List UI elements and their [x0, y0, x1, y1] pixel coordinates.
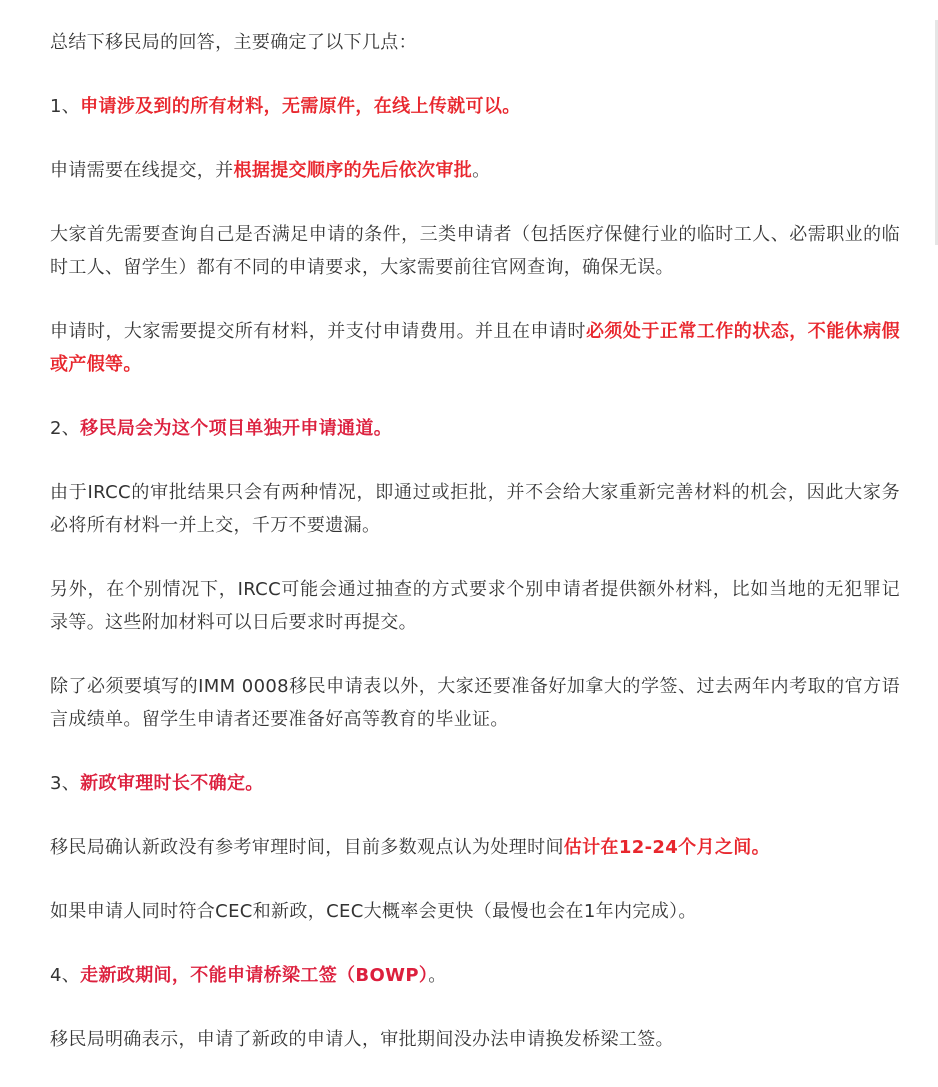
highlight-text: 根据提交顺序的先后依次审批: [233, 160, 473, 181]
point-2-paragraph-2: [50, 573, 900, 639]
point-1-paragraph-3: [50, 315, 900, 381]
point-3-paragraph-2: [50, 895, 900, 928]
point-1-heading-text: 申请涉及到的所有材料，无需原件，在线上传就可以。: [80, 96, 521, 117]
point-3-heading-text: 新政审理时长不确定。: [80, 773, 264, 794]
text-span: 移民局明确表示，申请了新政的申请人，审批期间没办法申请换发桥梁工签。: [50, 1029, 674, 1050]
text-span: 。: [428, 965, 447, 986]
point-1-paragraph-2: [50, 218, 900, 284]
highlight-text: 必须处于正常工作的状态，不能休病假或产假等。: [50, 321, 900, 375]
point-4-paragraph-1: [50, 1023, 900, 1056]
text-span: 除了必须要填写的IMM 0008移民申请表以外，大家还要准备好加拿大的学签、过去两年内考取的官方语言成绩单。留学生申请者还要准备好高等教育的毕业证。: [50, 676, 900, 730]
highlight-text: 估计在12-24个月之间。: [563, 837, 770, 858]
text-span: 如果申请人同时符合CEC和新政，CEC大概率会更快（最慢也会在1年内完成）。: [50, 901, 697, 922]
point-4-heading-text: 走新政期间，不能申请桥梁工签（BOWP）: [80, 965, 429, 986]
text-span: 另外，在个别情况下，IRCC可能会通过抽查的方式要求个别申请者提供额外材料，比如当地的无犯罪记录等。这些附加材料可以日后要求时再提交。: [50, 579, 900, 633]
point-2-heading: [50, 412, 900, 445]
text-span: 大家首先需要查询自己是否满足申请的条件，三类申请者（包括医疗保健行业的临时工人、必需职业的临时工人、留学生）都有不同的申请要求，大家需要前往官网查询，确保无误。: [50, 224, 900, 278]
text-span: 申请时，大家需要提交所有材料，并支付申请费用。并且在申请时: [50, 321, 586, 342]
text-span: 移民局确认新政没有参考审理时间，目前多数观点认为处理时间: [50, 837, 564, 858]
point-3-number: 3、: [50, 773, 81, 794]
article-body: [50, 26, 900, 1087]
text-span: 由于IRCC的审批结果只会有两种情况，即通过或拒批，并不会给大家重新完善材料的机会，因此大家务必将所有材料一并上交，千万不要遗漏。: [50, 482, 900, 536]
text-span: 。: [472, 160, 491, 181]
text-span: 申请需要在线提交，并: [50, 160, 234, 181]
point-2-paragraph-3: [50, 670, 900, 736]
point-4-heading: [50, 959, 900, 992]
point-4-number: 4、: [50, 965, 81, 986]
point-3-paragraph-1: [50, 831, 900, 864]
point-2-number: 2、: [50, 418, 81, 439]
intro-text: 总结下移民局的回答，主要确定了以下几点：: [50, 32, 417, 53]
point-1-heading: [50, 90, 900, 123]
point-1-paragraph-1: [50, 154, 900, 187]
point-3-heading: [50, 767, 900, 800]
point-2-paragraph-1: [50, 476, 900, 542]
point-2-heading-text: 移民局会为这个项目单独开申请通道。: [80, 418, 393, 439]
point-1-number: 1、: [50, 96, 81, 117]
intro-paragraph: [50, 26, 900, 59]
